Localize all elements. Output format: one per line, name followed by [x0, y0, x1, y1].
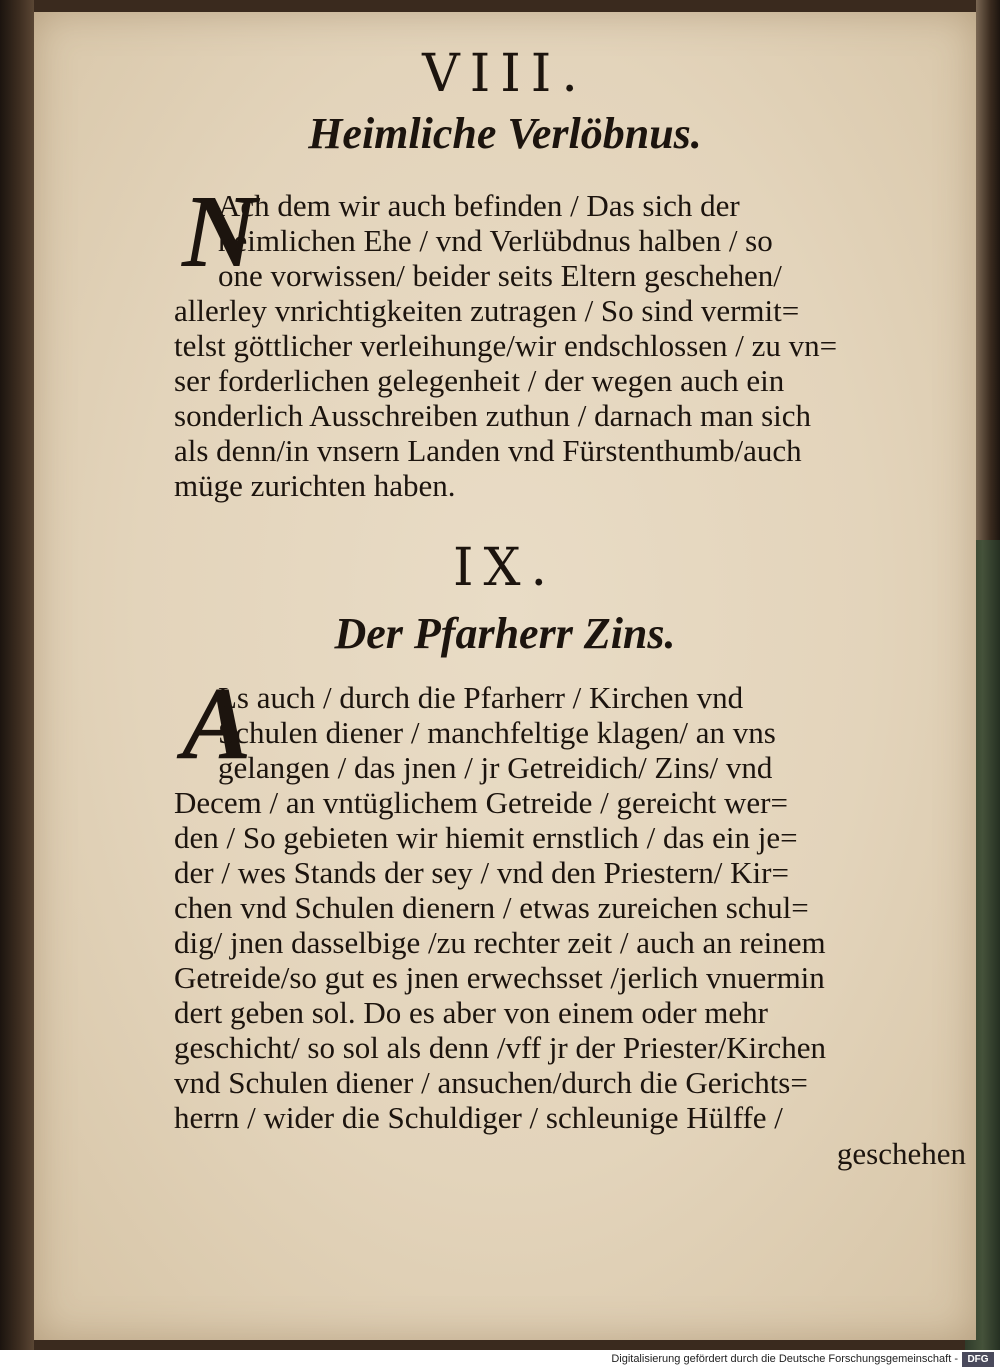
- text-line: Getreide/so gut es jnen erwechsset /jerlich vnuermin: [174, 960, 825, 995]
- catchword: geschehen: [836, 1136, 966, 1171]
- book-gutter: [0, 0, 34, 1350]
- dfg-logo: DFG: [962, 1352, 994, 1367]
- text-line: ser forderlichen gelegenheit / der wegen auch ein: [174, 363, 785, 398]
- catchword-block: [174, 1136, 974, 1171]
- text-line: gelangen / das jnen / jr Getreidich/ Zins/ vnd: [218, 750, 773, 785]
- section-8-initial: N: [182, 174, 258, 289]
- text-line: Schulen diener / manchfeltige klagen/ an vns: [218, 715, 776, 750]
- text-line: dert geben sol. Do es aber von einem oder mehr: [174, 995, 768, 1030]
- section-8-body: [174, 188, 974, 503]
- text-line: als denn/in vnsern Landen vnd Fürstenthumb/auch: [174, 433, 802, 468]
- footer-credit: Digitalisierung gefördert durch die Deutsche Forschungsgemeinschaft -: [611, 1353, 958, 1365]
- text-line: Ls auch / durch die Pfarherr / Kirchen vnd: [218, 680, 744, 715]
- text-line: Ach dem wir auch befinden / Das sich der: [218, 188, 740, 223]
- text-line: one vorwissen/ beider seits Eltern geschehen/: [218, 258, 782, 293]
- text-line: der / wes Stands der sey / vnd den Priestern/ Kir=: [174, 855, 789, 890]
- text-line: allerley vnrichtigkeiten zutragen / So sind vermit=: [174, 293, 800, 328]
- section-9-initial: A: [182, 666, 252, 781]
- section-9-body: [174, 680, 974, 1135]
- text-line: den / So gebieten wir hiemit ernstlich / das ein je=: [174, 820, 798, 855]
- text-line: geschicht/ so sol als denn /vff jr der Priester/Kirchen: [174, 1030, 826, 1065]
- text-line: vnd Schulen diener / ansuchen/durch die Gerichts=: [174, 1065, 808, 1100]
- text-line: dig/ jnen dasselbige /zu rechter zeit / auch an reinem: [174, 925, 826, 960]
- text-line: müge zurichten haben.: [174, 468, 456, 503]
- text-line: sonderlich Ausschreiben zuthun / darnach man sich: [174, 398, 812, 433]
- section-8-title: Heimliche Verlöbnus.: [308, 109, 702, 158]
- section-9-title: Der Pfarherr Zins.: [334, 609, 676, 658]
- digitization-footer: [0, 1350, 1000, 1370]
- text-line: Decem / an vntüglichem Getreide / gereicht wer=: [174, 785, 788, 820]
- text-line: telst göttlicher verleihunge/wir endschlossen / zu vn=: [174, 328, 838, 363]
- text-line: chen vnd Schulen dienern / etwas zureichen schul=: [174, 890, 809, 925]
- book-page: [34, 12, 976, 1340]
- section-9-numeral: IX.: [452, 538, 558, 598]
- section-8-numeral: VIII.: [422, 44, 588, 104]
- text-line: heimlichen Ehe / vnd Verlübdnus halben / so: [218, 223, 773, 258]
- text-line: herrn / wider die Schuldiger / schleunige Hülffe /: [174, 1100, 783, 1135]
